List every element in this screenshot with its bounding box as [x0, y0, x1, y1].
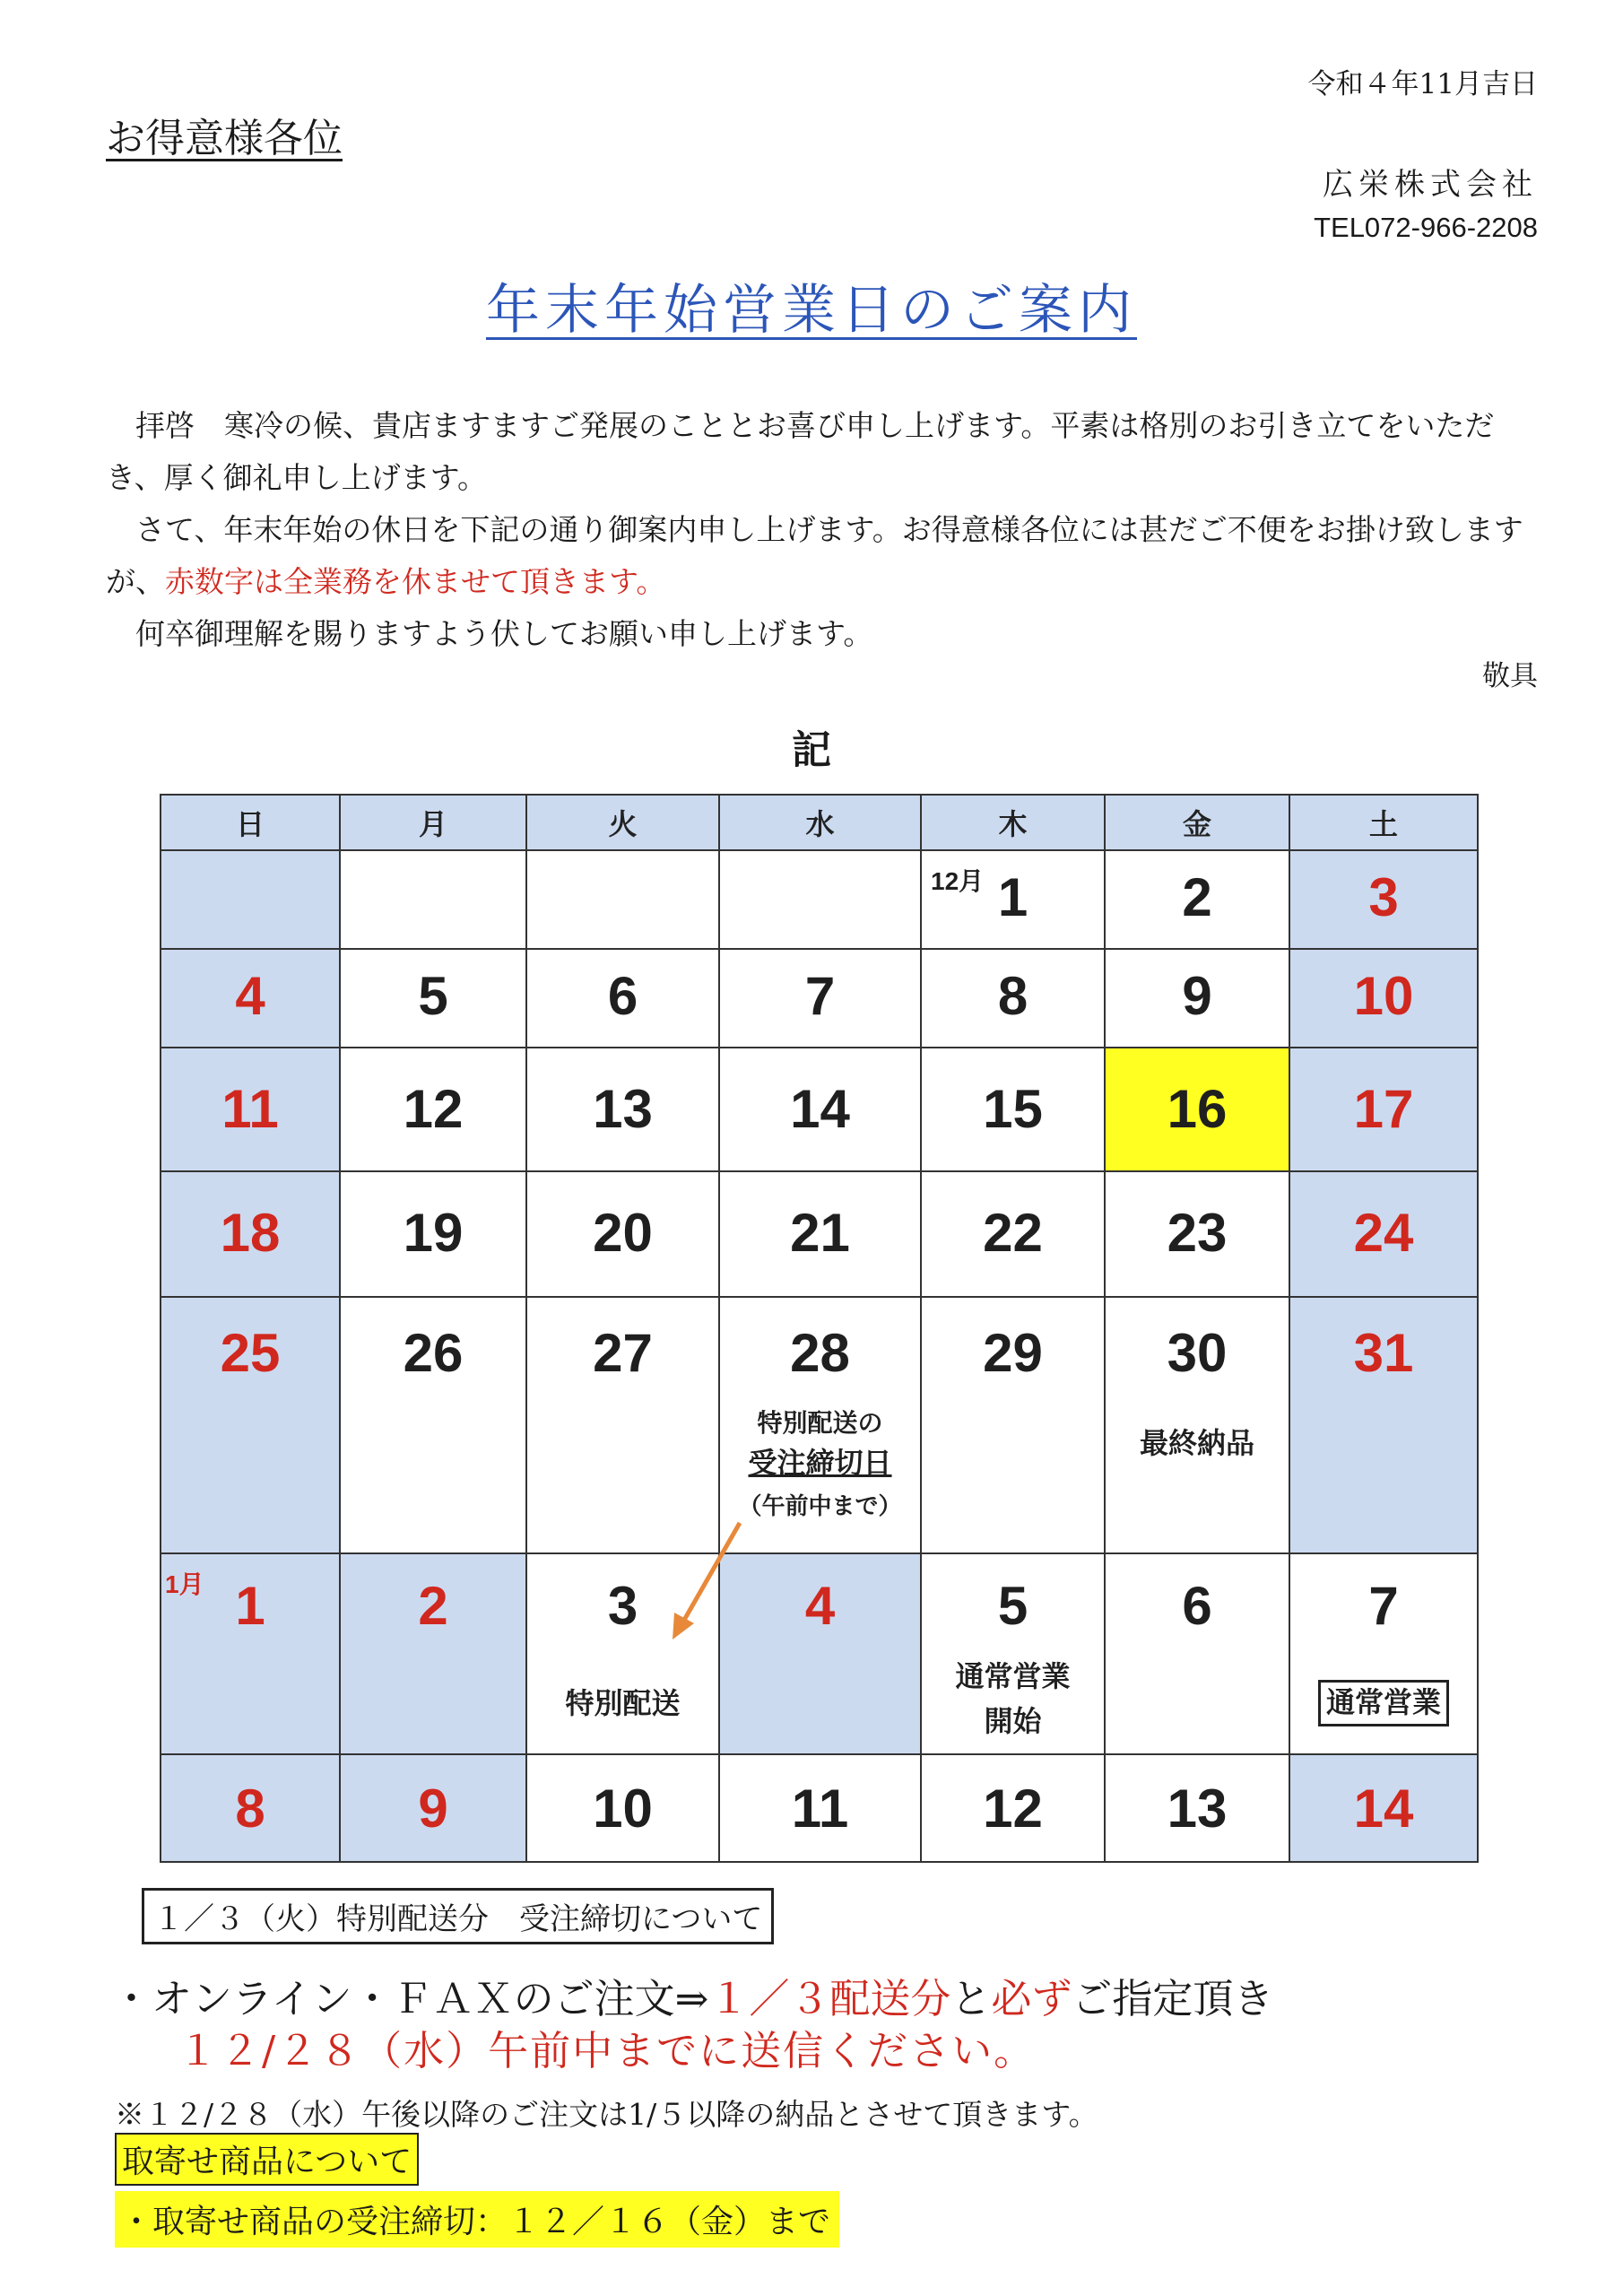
day-cell	[526, 1048, 719, 1171]
day-cell	[921, 850, 1105, 949]
day-number: 9	[1182, 966, 1212, 1026]
day-number: 29	[983, 1323, 1043, 1383]
day-number: 28	[790, 1323, 850, 1383]
day-number: 12	[403, 1079, 464, 1139]
month-label-jan: 1月	[165, 1570, 204, 1598]
day-cell	[719, 1754, 921, 1862]
day-cell	[719, 1171, 921, 1297]
day-number: 23	[1167, 1203, 1228, 1263]
day-cell	[340, 1171, 526, 1297]
online-red-2: 必ず	[991, 1975, 1072, 2022]
day-cell	[161, 1048, 340, 1171]
day-cell	[921, 1754, 1105, 1862]
day-number: 10	[1353, 966, 1414, 1026]
day-number: 1	[235, 1576, 265, 1636]
weekday-thu: 木	[921, 795, 1105, 850]
day-cell	[1105, 1754, 1289, 1862]
day-cell	[921, 949, 1105, 1048]
calendar-week-4	[161, 1171, 1478, 1297]
issue-date: 令和４年11月吉日	[1307, 68, 1538, 100]
day-number: 3	[1368, 867, 1399, 927]
day-number: 24	[1353, 1203, 1414, 1263]
day-number: 10	[593, 1779, 653, 1839]
day-number: 11	[221, 1079, 279, 1139]
day-cell	[921, 1297, 1105, 1553]
day-number: 17	[1353, 1079, 1414, 1139]
online-text-1: ・オンライン・ＦＡＸのご注文⇒	[111, 1975, 709, 2022]
day-number: 13	[1167, 1779, 1228, 1839]
day-cell	[340, 850, 526, 949]
day-number: 25	[220, 1323, 281, 1383]
deadline-line: １２/２８（水）午前中までに送信ください。	[178, 2027, 1037, 2074]
day-number: 16	[1167, 1079, 1228, 1139]
day-number: 2	[418, 1576, 448, 1636]
day-cell	[161, 1553, 340, 1754]
arrow-icon	[664, 1516, 753, 1650]
day-cell	[921, 1048, 1105, 1171]
day-cell	[161, 949, 340, 1048]
letter-paragraph-3	[106, 608, 1541, 660]
day-number: 30	[1167, 1323, 1228, 1383]
day-cell	[340, 1553, 526, 1754]
online-order-line	[111, 1966, 1273, 2024]
weekday-header-row	[161, 795, 1478, 850]
order-items-deadline: ・取寄せ商品の受注締切：１２／１６（金）まで	[115, 2191, 839, 2248]
calendar	[160, 794, 1479, 1863]
day-number: 5	[997, 1576, 1028, 1636]
online-text-3: ご指定頂き	[1072, 1975, 1274, 2022]
calendar-week-6	[161, 1553, 1478, 1754]
day-number: 7	[804, 966, 836, 1026]
page-title: 年末年始営業日のご案内	[486, 279, 1137, 342]
day-number: 15	[983, 1079, 1043, 1139]
dec30-note: 最終納品	[1139, 1427, 1254, 1459]
day-cell	[526, 1171, 719, 1297]
online-red-1: １／３配送分	[708, 1975, 951, 2022]
footnote: ※１２/２８（水）午後以降のご注文は1/５以降の納品とさせて頂きます。	[115, 2097, 1098, 2132]
day-cell	[161, 850, 340, 949]
calendar-week-7	[161, 1754, 1478, 1862]
day-number: 20	[593, 1203, 653, 1263]
day-cell	[1289, 949, 1478, 1048]
jan3-note: 特別配送	[565, 1687, 681, 1719]
day-number: 14	[790, 1079, 850, 1139]
day-cell	[340, 1048, 526, 1171]
weekday-sat: 土	[1289, 795, 1478, 850]
day-cell	[1289, 1171, 1478, 1297]
company-name: 広栄株式会社	[1323, 167, 1538, 203]
day-number: 31	[1353, 1323, 1414, 1383]
day-number: 13	[593, 1079, 653, 1139]
day-number: 19	[403, 1203, 464, 1263]
day-number: 2	[1182, 867, 1212, 927]
weekday-sun: 日	[161, 795, 340, 850]
day-number: 5	[418, 966, 448, 1026]
day-number: 21	[790, 1203, 850, 1263]
day-number: 4	[235, 966, 265, 1026]
day-cell	[1289, 1754, 1478, 1862]
paragraph-1-text: 拝啓 寒冷の候、貴店ますますご発展のこととお喜び申し上げます。平素は格別のお引き立てをいただき、厚く御礼申し上げます。	[106, 408, 1495, 495]
letter-body	[106, 400, 1541, 660]
weekday-mon: 月	[340, 795, 526, 850]
day-number: 18	[220, 1203, 281, 1263]
calendar-week-5	[161, 1297, 1478, 1553]
calendar-week-1	[161, 850, 1478, 949]
jan7-note-wrap	[1290, 1680, 1477, 1726]
day-cell	[921, 1171, 1105, 1297]
day-cell	[719, 850, 921, 949]
day-cell	[526, 949, 719, 1048]
day-cell	[1289, 1553, 1478, 1754]
day-cell	[161, 1754, 340, 1862]
day-cell	[1105, 1553, 1289, 1754]
day-number: 8	[235, 1779, 265, 1839]
day-cell	[340, 1754, 526, 1862]
letter-paragraph-1	[106, 400, 1541, 504]
day-number: 4	[804, 1576, 836, 1636]
day-cell	[1105, 1297, 1289, 1553]
day-cell	[340, 1297, 526, 1553]
day-number: 6	[1182, 1576, 1212, 1636]
calendar-week-2	[161, 949, 1478, 1048]
jan7-note: 通常営業	[1318, 1680, 1449, 1726]
jan5-note-1: 通常営業	[955, 1660, 1071, 1692]
closing: 敬具	[1482, 660, 1538, 692]
jan5-note-2: 開始	[984, 1704, 1042, 1737]
dec28-note-2: 受注締切日	[748, 1447, 892, 1480]
paragraph-2-red-text: 赤数字は全業務を休ませて頂きます。	[165, 564, 666, 599]
dec28-note-3: （午前中まで）	[738, 1492, 902, 1519]
calendar-week-3	[161, 1048, 1478, 1171]
weekday-tue: 火	[526, 795, 719, 850]
day-cell-highlighted	[1105, 1048, 1289, 1171]
day-cell	[526, 850, 719, 949]
day-number: 3	[607, 1576, 638, 1636]
day-cell	[161, 1297, 340, 1553]
day-cell	[921, 1553, 1105, 1754]
paragraph-3-text: 何卒御理解を賜りますよう伏してお願い申し上げます。	[135, 616, 873, 651]
day-cell	[340, 949, 526, 1048]
day-cell	[161, 1171, 340, 1297]
day-number: 9	[418, 1779, 448, 1839]
online-text-2: と	[950, 1975, 992, 2022]
day-cell	[719, 1048, 921, 1171]
day-cell	[1105, 949, 1289, 1048]
day-cell	[526, 1754, 719, 1862]
month-label-dec: 12月	[931, 867, 985, 895]
day-number: 27	[593, 1323, 653, 1383]
day-cell	[719, 949, 921, 1048]
day-number: 22	[983, 1203, 1043, 1263]
day-cell	[1289, 1297, 1478, 1553]
day-cell	[1289, 850, 1478, 949]
day-number: 26	[403, 1323, 464, 1383]
paragraph-2-text: さて、年末年始の休日を下記の通り御案内申し上げます。お得意様各位には甚だご不便をお掛け致しますが、	[106, 512, 1523, 599]
day-number: 8	[997, 966, 1028, 1026]
day-cell	[1105, 1171, 1289, 1297]
day-number: 14	[1353, 1779, 1414, 1839]
weekday-wed: 水	[719, 795, 921, 850]
recipient: お得意様各位	[106, 116, 343, 161]
day-cell	[1289, 1048, 1478, 1171]
ki-heading: 記	[792, 727, 831, 773]
deadline-box-title: １／３（火）特別配送分 受注締切について	[142, 1888, 774, 1944]
weekday-fri: 金	[1105, 795, 1289, 850]
day-cell	[1105, 850, 1289, 949]
day-number: 7	[1368, 1576, 1399, 1636]
day-number: 12	[983, 1779, 1043, 1839]
day-number: 1	[997, 867, 1028, 927]
order-items-heading: 取寄せ商品について	[115, 2133, 419, 2186]
company-tel: TEL072-966-2208	[1314, 212, 1538, 243]
dec28-note-1: 特別配送の	[757, 1409, 883, 1437]
day-number: 6	[607, 966, 638, 1026]
letter-paragraph-2	[106, 504, 1541, 608]
day-number: 11	[791, 1779, 849, 1839]
